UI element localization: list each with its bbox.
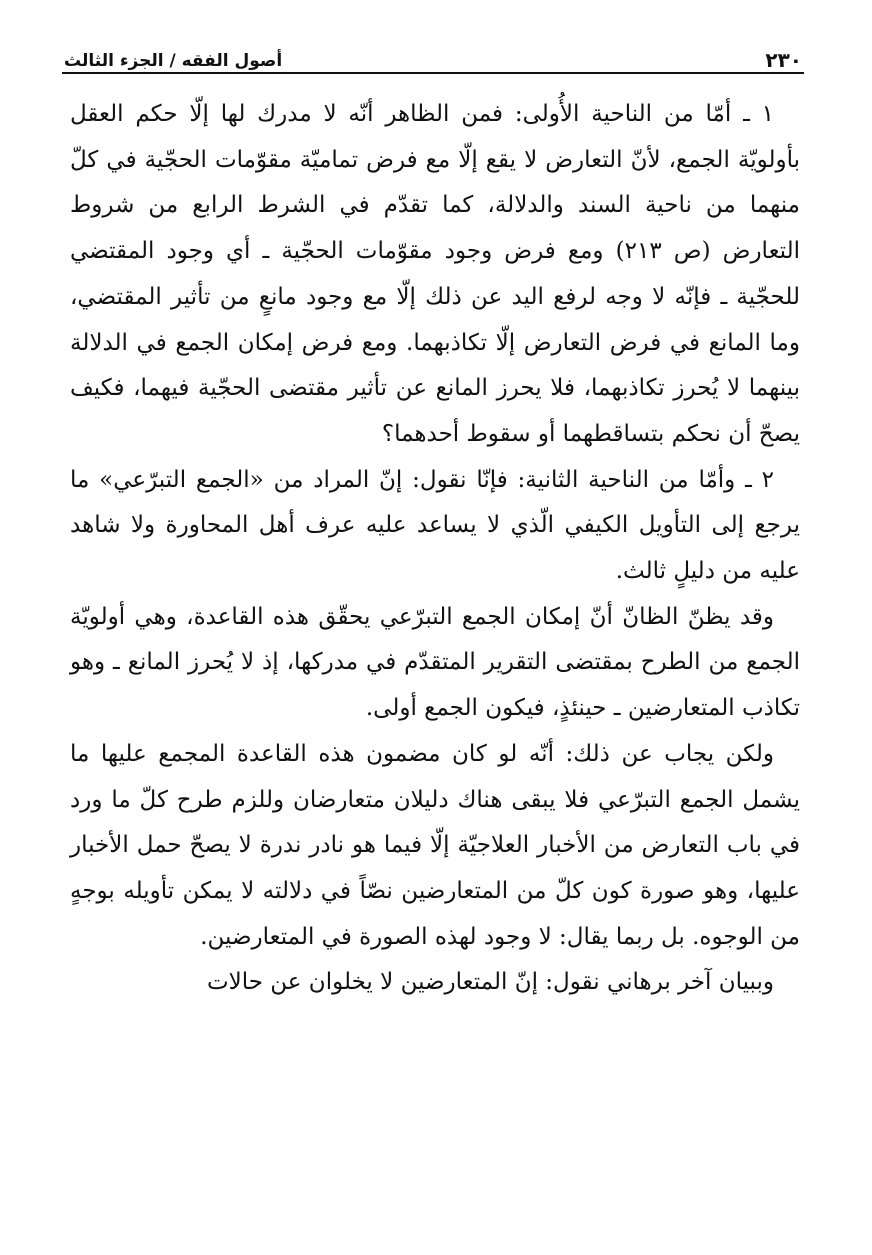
running-header bbox=[64, 36, 802, 70]
paragraph-1: ١ ـ أمّا من الناحية الأُولى: فمن الظاهر أنّه لا مدرك لها إلّا حكم العقل بأولويّة الجمع، لأنّ التعارض لا يقع إلّا مع فرض تماميّة مقوّمات الحجّية في كلّ منهما من ناحية السند والدلالة، كما تقدّم في الشرط الرابع من شروط التعارض (ص ٢١٣) ومع فرض وجود مقوّمات الحجّية ـ أي وجود المقتضي للحجّية ـ فإنّه لا وجه لرفع اليد عن ذلك إلّا مع وجود مانعٍ من تأثير المقتضي، وما المانع في فرض التعارض إلّا تكاذبهما. ومع فرض إمكان الجمع في الدلالة بينهما لا يُحرز تكاذبهما، فلا يحرز المانع عن تأثير مقتضى الحجّية فيهما، فكيف يصحّ أن نحكم بتساقطهما أو سقوط أحدهما؟ bbox=[70, 101, 801, 447]
paragraph-2: ٢ ـ وأمّا من الناحية الثانية: فإنّا نقول: إنّ المراد من «الجمع التبرّعي» ما يرجع إلى التأويل الكيفي الّذي لا يساعد عليه عرف أهل المحاورة ولا شاهد عليه من دليلٍ ثالث. bbox=[70, 466, 800, 585]
body-text bbox=[70, 92, 800, 1006]
paragraph-4: ولكن يجاب عن ذلك: أنّه لو كان مضمون هذه القاعدة المجمع عليها ما يشمل الجمع التبرّعي فلا يبقى هناك دليلان متعارضان وللزم طرح كلّ ما ورد في باب التعارض من الأخبار العلاجيّة إلّا فيما هو نادر ندرة لا يصحّ حمل الأخبار عليها، وهو صورة كون كلّ من المتعارضين نصّاً في دلالته لا يمكن تأويله بوجهٍ من الوجوه. بل ربما يقال: لا وجود لهذه الصورة في المتعارضين. bbox=[70, 740, 800, 950]
header-rule bbox=[62, 72, 804, 74]
page-number: ٢٣٠ bbox=[765, 48, 802, 72]
paragraph-3: وقد يظنّ الظانّ أنّ إمكان الجمع التبرّعي يحقّق هذه القاعدة، وهي أولويّة الجمع من الطرح بمقتضى التقرير المتقدّم في مدركها، إذ لا يُحرز المانع ـ وهو تكاذب المتعارضين ـ حينئذٍ، فيكون الجمع أولى. bbox=[70, 603, 800, 722]
paragraph-5: وببيان آخر برهاني نقول: إنّ المتعارضين لا يخلوان عن حالات bbox=[206, 969, 774, 996]
running-title: أصول الفقه / الجزء الثالث bbox=[64, 51, 283, 71]
